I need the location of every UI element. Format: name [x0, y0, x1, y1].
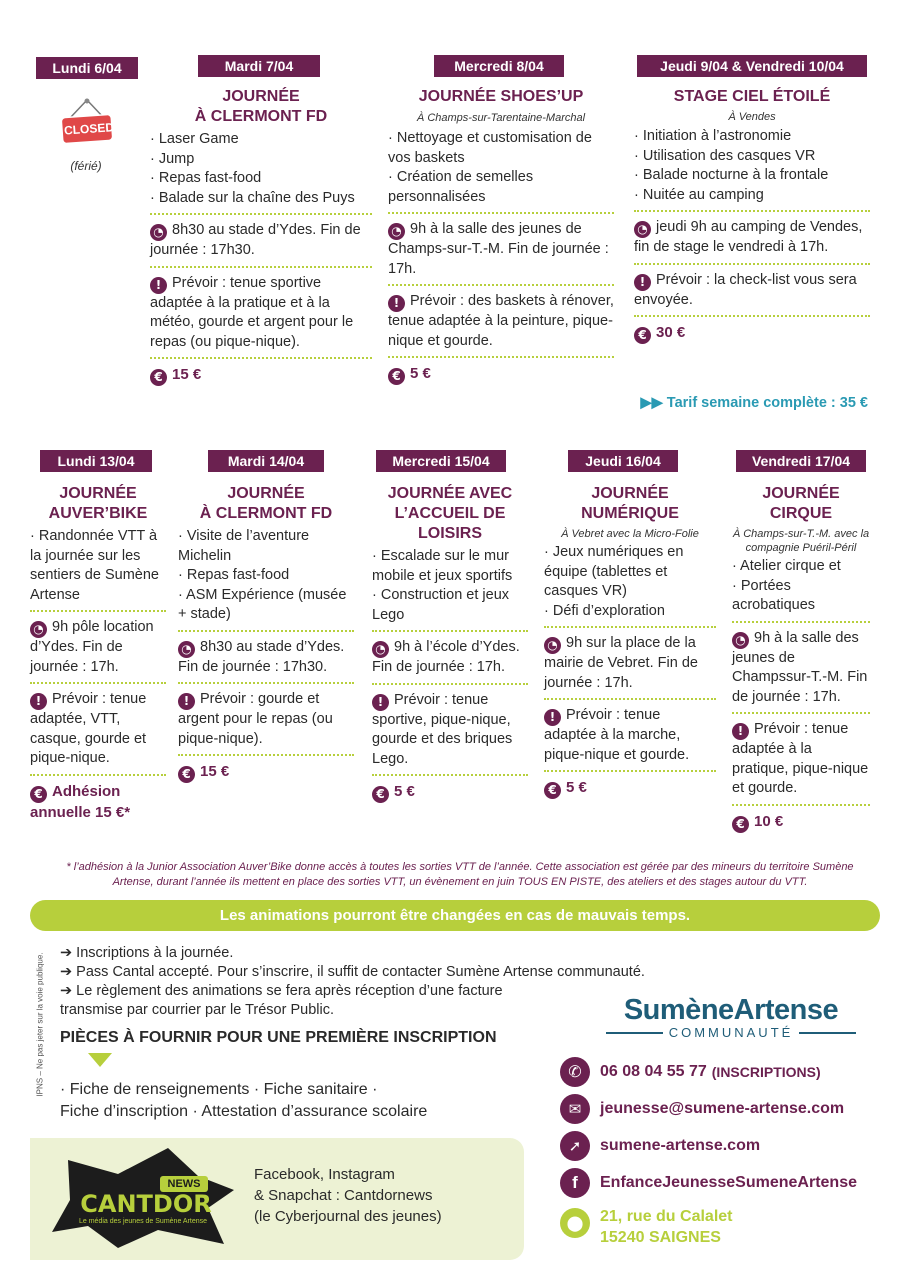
day-tag: Mercredi 8/04 — [434, 55, 564, 77]
activity-list — [178, 527, 354, 625]
clock-icon: ◔ — [178, 641, 195, 658]
price-text: 30 € — [656, 324, 686, 341]
address — [600, 1206, 733, 1248]
prevoir-text: Prévoir : tenue adaptée, VTT, casque, gourde et pique-nique. — [30, 691, 147, 766]
card-vendredi-17 — [732, 450, 870, 833]
list-item: · Balade sur la chaîne des Puys — [150, 189, 355, 206]
price-text: 15 € — [172, 366, 202, 383]
sumene-artense-logo — [606, 994, 856, 1040]
activity-list — [150, 130, 372, 208]
divider — [732, 621, 870, 623]
time-text: 9h sur la place de la mairie de Vebret. Fin de journée : 17h. — [544, 635, 698, 691]
exclamation-icon: ! — [150, 277, 167, 294]
activity-list — [732, 557, 870, 616]
phone-number: 06 08 04 55 77 — [600, 1063, 707, 1080]
list-item: · Atelier cirque et — [732, 558, 841, 574]
time-info — [732, 629, 870, 708]
pieces-list — [60, 1079, 520, 1123]
activity-list — [388, 129, 614, 207]
email-link: jeunesse@sumene-artense.com — [600, 1100, 845, 1117]
price-text: 10 € — [754, 812, 784, 830]
card-jeudi-16 — [544, 450, 716, 799]
clock-icon: ◔ — [388, 223, 405, 240]
time-text: 9h à l’école d’Ydes. Fin de journée : 17h. — [372, 639, 520, 675]
place-text: À Vendes — [728, 111, 776, 123]
prevoir-info — [388, 292, 614, 351]
prevoir-info — [634, 271, 870, 311]
list-item: · Visite de l’aventure Michelin — [178, 528, 310, 564]
closed-sign-icon — [58, 98, 116, 146]
pieces-title: PIÈCES À FOURNIR POUR UNE PREMIÈRE INSCRIPTION — [60, 1029, 497, 1046]
divider — [150, 266, 372, 268]
prevoir-text: Prévoir : tenue adaptée à la marche, pique-nique et gourde. — [544, 707, 690, 763]
place-text: À Champs-sur-T.-M. avec la compagnie Puéril-Péril — [732, 528, 870, 554]
price-text: 5 € — [566, 779, 587, 796]
exclamation-icon: ! — [372, 694, 389, 711]
day-tag: Vendredi 17/04 — [736, 450, 866, 472]
pieces-line: Fiche d’inscription · Attestation d’assurance scolaire — [60, 1103, 428, 1120]
divider — [178, 754, 354, 756]
divider — [388, 356, 614, 358]
price — [634, 323, 870, 344]
clock-icon: ◔ — [732, 632, 749, 649]
price-text: Adhésion annuelle 15 €* — [30, 782, 131, 821]
list-item: · Initiation à l’astronomie — [634, 128, 792, 144]
list-item: · Nettoyage et customisation de vos baskets — [388, 130, 592, 166]
card-title: JOURNÉE — [222, 88, 300, 105]
card-title: JOURNÉE — [591, 485, 669, 502]
price-text: 5 € — [410, 365, 431, 382]
time-text: 9h à la salle des jeunes de Champs-sur-T.-M. Fin de journée : 17h. — [388, 221, 609, 277]
double-arrow-icon: ▶▶ — [640, 395, 667, 411]
card-title: JOURNÉE SHOES’UP — [418, 88, 584, 105]
euro-icon: € — [388, 368, 405, 385]
pieces-arrow-icon — [88, 1053, 112, 1067]
prevoir-info — [30, 690, 166, 769]
price-text: 5 € — [394, 783, 415, 800]
bullet-item: ➔ Le règlement des animations se fera après réception d’une facture transmise par courrier par le Trésor Public. — [60, 983, 503, 1018]
divider — [732, 804, 870, 806]
time-info — [634, 218, 870, 258]
footnote: * l’adhésion à la Junior Association Auver’Bike donne accès à toutes les sorties VTT de l’année. Cette association est gérée par des mineurs du territoire Sumène Artense, durant l’année ils mettent en place des sorties VTT, un évènement en juin TOUS EN PISTE, des ateliers et des stages autour du VTT. — [66, 861, 854, 888]
list-item: · Création de semelles personnalisées — [388, 169, 534, 205]
exclamation-icon: ! — [178, 693, 195, 710]
exclamation-icon: ! — [732, 723, 749, 740]
card-title-3: LOISIRS — [417, 525, 482, 542]
divider — [388, 284, 614, 286]
phone-note: (INSCRIPTIONS) — [711, 1064, 821, 1080]
price — [372, 782, 528, 803]
divider — [30, 682, 166, 684]
divider — [634, 263, 870, 265]
list-item: · Randonnée VTT à la journée sur les sentiers de Sumène Artense — [30, 528, 159, 603]
clock-icon: ◔ — [372, 641, 389, 658]
activity-list — [30, 527, 166, 605]
divider — [178, 630, 354, 632]
euro-icon: € — [30, 786, 47, 803]
weather-banner: Les animations pourront être changées en cas de mauvais temps. — [30, 900, 880, 931]
card-mardi-14 — [178, 450, 354, 783]
logo-line — [606, 1032, 663, 1034]
prevoir-text: Prévoir : gourde et argent pour le repas (ou pique-nique). — [178, 691, 333, 747]
list-item: · Laser Game — [150, 131, 239, 147]
price — [544, 778, 716, 799]
bullet-item: ➔ Inscriptions à la journée. — [60, 945, 234, 961]
euro-icon: € — [150, 369, 167, 386]
divider — [30, 774, 166, 776]
phone-row[interactable] — [560, 1056, 890, 1088]
divider — [30, 610, 166, 612]
tarif-text: Tarif semaine complète : 35 € — [666, 395, 868, 411]
cantdor-line: Facebook, Instagram — [254, 1166, 395, 1183]
divider — [544, 626, 716, 628]
card-title: JOURNÉE AVEC — [387, 485, 513, 502]
divider — [372, 774, 528, 776]
time-text: 9h à la salle des jeunes de Champssur-T.-M. Fin de journée : 17h. — [732, 629, 868, 705]
divider — [178, 682, 354, 684]
clock-icon: ◔ — [634, 221, 651, 238]
cantdor-logo — [48, 1146, 238, 1250]
logo-sub-row — [606, 1025, 856, 1040]
day-tag: Jeudi 9/04 & Vendredi 10/04 — [637, 55, 867, 77]
list-item: · Repas fast-food — [150, 170, 262, 186]
address-line: 15240 SAIGNES — [600, 1229, 721, 1246]
address-row — [560, 1206, 890, 1248]
divider — [150, 357, 372, 359]
price-text: 15 € — [200, 763, 230, 780]
divider — [388, 212, 614, 214]
activity-list — [634, 127, 870, 205]
list-item: · Utilisation des casques VR — [634, 147, 816, 164]
bullet-item: ➔ Pass Cantal accepté. Pour s’inscrire, il suffit de contacter Sumène Artense communauté. — [60, 964, 645, 980]
place-text: À Champs-sur-Tarentaine-Marchal — [416, 112, 586, 124]
card-title-2: À CLERMONT FD — [199, 505, 333, 522]
list-item: · Repas fast-food — [178, 567, 290, 583]
list-item: · Portées acrobatiques — [732, 577, 816, 613]
news-label: NEWS — [167, 1178, 201, 1190]
web-link: sumene-artense.com — [600, 1137, 761, 1154]
logo-line — [799, 1032, 856, 1034]
phone-icon: ✆ — [560, 1057, 590, 1087]
place-text: À Vebret avec la Micro-Folie — [561, 528, 699, 540]
prevoir-text: Prévoir : tenue sportive, pique-nique, gourde et des briques Lego. — [372, 691, 513, 767]
list-item: · Jeux numériques en équipe (tablettes et casques VR) — [544, 544, 684, 599]
time-text: jeudi 9h au camping de Vendes, fin de stage le vendredi à 17h. — [634, 219, 863, 255]
divider — [634, 315, 870, 317]
price — [30, 782, 166, 823]
facebook-row[interactable] — [560, 1167, 890, 1199]
euro-icon: € — [732, 816, 749, 833]
facebook-link: EnfanceJeunesseSumeneArtense — [600, 1174, 857, 1191]
facebook-icon: f — [560, 1168, 590, 1198]
day-tag: Mercredi 15/04 — [376, 450, 506, 472]
time-info — [388, 220, 614, 279]
card-title-2: CIRQUE — [769, 505, 833, 522]
price — [150, 365, 372, 386]
cantdor-line: (le Cyberjournal des jeunes) — [254, 1208, 442, 1225]
prevoir-info — [544, 706, 716, 765]
prevoir-text: Prévoir : la check-list vous sera envoyée. — [634, 271, 857, 308]
card-mardi-7 — [150, 55, 372, 386]
day-tag: Mardi 7/04 — [198, 55, 320, 77]
web-row[interactable] — [560, 1130, 890, 1162]
divider — [544, 770, 716, 772]
euro-icon: € — [544, 782, 561, 799]
time-info — [544, 634, 716, 693]
euro-icon: € — [178, 766, 195, 783]
time-info — [178, 638, 354, 678]
cursor-click-icon: ➚ — [560, 1131, 590, 1161]
time-text: 9h pôle location d’Ydes. Fin de journée : 17h. — [30, 619, 154, 675]
clock-icon: ◔ — [150, 224, 167, 241]
exclamation-icon: ! — [388, 295, 405, 312]
card-mercredi-8 — [388, 55, 614, 385]
list-item: · Escalade sur le mur mobile et jeux sportifs — [372, 548, 513, 584]
info-bullets — [60, 944, 680, 1020]
time-info — [30, 618, 166, 677]
logo-name: SumèneArtense — [623, 994, 839, 1026]
exclamation-icon: ! — [634, 274, 651, 291]
time-text: 8h30 au stade d’Ydes. Fin de journée : 17h30. — [178, 638, 345, 675]
cantdor-box — [30, 1138, 524, 1260]
divider — [634, 210, 870, 212]
list-item: · Construction et jeux Lego — [372, 587, 510, 623]
logo-sub: COMMUNAUTÉ — [668, 1025, 794, 1040]
ferie-note: (férié) — [70, 159, 102, 173]
day-tag-lundi-6: Lundi 6/04 — [36, 57, 138, 79]
prevoir-info — [178, 690, 354, 749]
cantdor-wordmark: CANTDOR — [80, 1190, 212, 1218]
card-title-2: AUVER’BIKE — [48, 505, 148, 522]
contact-list — [560, 1056, 890, 1248]
euro-icon: € — [634, 327, 651, 344]
day-tag: Lundi 13/04 — [40, 450, 152, 472]
price — [178, 762, 354, 783]
tarif-semaine — [600, 395, 868, 411]
card-title: JOURNÉE — [227, 485, 305, 502]
activity-list — [372, 547, 528, 625]
prevoir-text: Prévoir : tenue sportive adaptée à la pratique et à la météo, gourde et argent pour le repas (ou pique-nique). — [150, 274, 354, 350]
time-info — [372, 638, 528, 678]
card-lundi-13 — [30, 450, 166, 823]
card-title: JOURNÉE — [59, 485, 137, 502]
time-info — [150, 221, 372, 261]
list-item: · Balade nocturne à la frontale — [634, 167, 829, 183]
day-tag: Mardi 14/04 — [208, 450, 324, 472]
price — [732, 812, 870, 833]
card-title: JOURNÉE — [762, 485, 840, 502]
activity-list — [544, 543, 716, 621]
prevoir-info — [732, 720, 870, 799]
divider — [372, 630, 528, 632]
ipns-note: IPNS – Ne pas jeter sur la voie publique. — [35, 952, 45, 1097]
exclamation-icon: ! — [30, 693, 47, 710]
mail-icon: ✉ — [560, 1094, 590, 1124]
divider — [150, 213, 372, 215]
card-title-2: L’ACCUEIL DE — [394, 505, 506, 522]
prevoir-text: Prévoir : tenue adaptée à la pratique, pique-nique et gourde. — [732, 721, 869, 796]
cantdor-tagline: Le média des jeunes de Sumène Artense — [78, 1218, 208, 1225]
pieces-line: · Fiche de renseignements · Fiche sanitaire · — [60, 1081, 378, 1098]
card-title-2: À CLERMONT FD — [194, 108, 328, 125]
address-line: 21, rue du Calalet — [600, 1208, 733, 1225]
price — [388, 364, 614, 385]
email-row[interactable] — [560, 1093, 890, 1125]
cantdor-text — [254, 1164, 514, 1227]
day-tag: Jeudi 16/04 — [568, 450, 678, 472]
location-pin-icon: ⬤ — [560, 1208, 590, 1238]
euro-icon: € — [372, 786, 389, 803]
time-text: 8h30 au stade d’Ydes. Fin de journée : 17h30. — [150, 222, 361, 258]
divider — [544, 698, 716, 700]
prevoir-info — [150, 274, 372, 353]
exclamation-icon: ! — [544, 709, 561, 726]
divider — [372, 683, 528, 685]
card-jeudi-9-vendredi-10 — [634, 55, 870, 344]
list-item: · ASM Expérience (musée + stade) — [178, 586, 347, 622]
clock-icon: ◔ — [30, 621, 47, 638]
prevoir-text: Prévoir : des baskets à rénover, tenue adaptée à la peinture, pique-nique et gourde. — [388, 293, 614, 349]
card-title: STAGE CIEL ÉTOILÉ — [673, 88, 831, 105]
card-mercredi-15 — [372, 450, 528, 803]
list-item: · Nuitée au camping — [634, 186, 764, 203]
list-item: · Jump — [150, 150, 195, 167]
prevoir-info — [372, 691, 528, 770]
card-title-2: NUMÉRIQUE — [581, 505, 679, 522]
list-item: · Défi d’exploration — [544, 602, 665, 619]
clock-icon: ◔ — [544, 637, 561, 654]
divider — [732, 712, 870, 714]
closed-sign-text: CLOSED — [63, 120, 115, 138]
cantdor-line: & Snapchat : Cantdornews — [254, 1187, 433, 1204]
